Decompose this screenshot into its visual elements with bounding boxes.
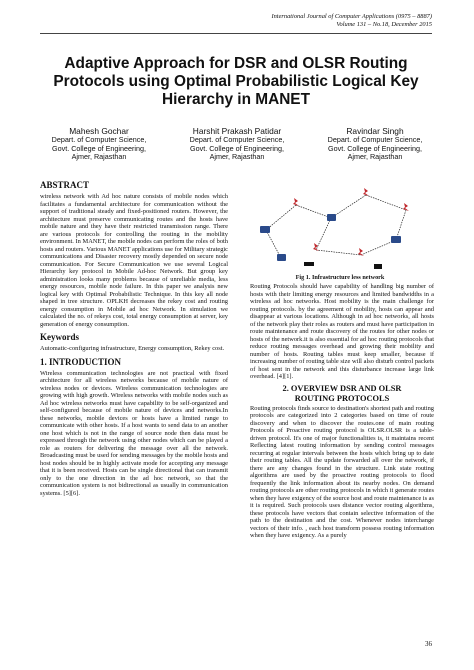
author-college: Govt. College of Engineering, — [190, 143, 284, 153]
journal-name: International Journal of Computer Applications (0975 – 8887) — [271, 13, 432, 20]
author-block — [30, 126, 444, 162]
laptop-icon — [391, 236, 401, 243]
network-figure — [246, 180, 434, 273]
pda-icon — [374, 264, 382, 269]
overview-paragraph: Routing protocols finds source to destination's shortest path and routing protocols are categorized into 2 categories based on time of route discovery and when to discover the routes.one of main routing Protocols of Proactive routing protocol is OLSR.OLSR is a table-driven protocol. It's one of major functionalities is, it maintains recent Reflecting latest routing information by sending control messages recurring at regular intervals between the hosts which bring up to date their routing tables. All the update forwarded all over the network, if there are any changes found in the structure. Link state routing algorithms are used by the proactive routing protocols to flood frequently the link information about its nearby nodes. On demand routing protocols are other routing protocols in which it generate routes when they have exigency of the source host and route maintenance is as it is required. Such protocols uses distance vector routing algorithms, these protocols have vectors that contain selective information of the path to the destination and the cost. Whenever nodes interchange vectors of their info. , each host transform possess routing information when they have exigency. As a purely — [250, 404, 434, 539]
section-2-heading-line: ROUTING PROTOCOLS — [294, 393, 390, 403]
signal-icon — [313, 243, 319, 251]
author-college: Govt. College of Engineering, — [52, 143, 146, 153]
author-dept: Depart. of Computer Science, — [189, 135, 285, 144]
author-name: Harshit Prakash Patidar — [192, 126, 282, 136]
routing-paragraph: Routing Protocols should have capability of handling big number of hosts with their limiting energy resources and limited bandwidths in a wireless ad hoc networks. Host mobility is the main challenge for routing protocols. by the agreement of mobility, hosts can appear and disappear at various locations. Although in ad hoc networks, all hosts of the network play their roles as routers and must have participation in route maintenance and route discovery of the routes for other nodes or hosts of the network.it is also essential for ad hoc routing protocols that reduce routing messages overhead and growing their mobility and number of hosts. Routing tables must keep smaller, because if increasing number of routing table size will also disturb control packets of host sent in the network and this disturbance increase large link overhead. [4][1]. — [250, 283, 434, 380]
keywords-text: Automatic-configuring infrastructure, Energy consumption, Rekey cost. — [40, 345, 225, 352]
pda-icon — [304, 262, 314, 266]
signal-icon — [293, 198, 299, 206]
abstract-heading: ABSTRACT — [40, 180, 90, 190]
author-place: Ajmer, Rajasthan — [347, 152, 403, 162]
intro-text: Wireless communication technologies are not practical with fixed architecture for all wireless networks because of mobile nature of wireless nodes or devices. Wireless communication technologies are growing with high growth. Wireless networks with mobile nodes such as Ad hoc wireless networks must have capability to be self-organized and self-configured because of mobile nature of devices and networks.In these networks, mobile devices or hosts have a limited range to communicate with other hosts. If a host wants to send data to an another one host which is not in the range of source node then data must be expressed through the network using other nodes which can be played a role as routers for delivering the message over all the network. Broadcasting must be used for sending messages by the mobile hosts and host nodes should be in highly activate mode for accepting any message that it is been received. Hosts can be single directional that can transmit only to the one direction in the ad hoc network, so that the communication system is not bidirectional as usually in communication systems. [5][6]. — [40, 369, 228, 497]
paper-title — [40, 55, 432, 110]
left-column — [40, 180, 228, 497]
title-line: Protocols using Optimal Probabilistic Logical Key — [53, 73, 419, 91]
title-line: Adaptive Approach for DSR and OLSR Routing — [64, 55, 408, 72]
abstract-text: wireless network with Ad hoc nature consists of mobile nodes which facilitates a fundamental architecture for communication without the support of traditional steady and fixed-positioned routers. However, the architecture must preserve communicating routes and the hosts have mobile nature and they have their restricted transmission range. There are various protocols for controlling the routing in the mobility environment. In MANET, the mobile nodes can perform the roles of both hosts and routers. Various MANET applications use for Military strategic communications and Disaster recovery mostly depended on secure node communication. For Secure Communication we use several Logical Hierarchy key protocol in Mobile Ad-hoc Network. But group key administration looks many problems because of unreliable media, less energy resources, mobile node failure. In this paper we analysis new logical key with Optimal Probabilistic Technique. In this key all node shaped in tree structure. OPLKH decreases the rekey cost and routing energy consumption in Mobile ad hoc Network. In simulation we calculated the no. of rekeys cost, total energy consumption at server, key generation of energy consumption. — [40, 193, 228, 328]
author-dept: Depart. of Computer Science, — [51, 135, 147, 144]
laptop-icon — [327, 214, 336, 221]
intro-heading: 1. INTRODUCTION — [40, 356, 122, 367]
journal-header — [271, 13, 432, 29]
journal-volume: Volume 131 – No.18, December 2015 — [336, 21, 432, 28]
author-2 — [168, 126, 306, 162]
right-column — [250, 283, 434, 540]
laptop-icon — [260, 226, 270, 233]
section-2-heading — [250, 384, 434, 404]
title-line: Hierarchy in MANET — [162, 91, 310, 109]
laptop-icon — [277, 254, 286, 261]
header-rule — [40, 33, 432, 34]
author-dept: Depart. of Computer Science, — [327, 135, 423, 144]
author-place: Ajmer, Rajasthan — [71, 152, 127, 162]
page-number: 36 — [425, 640, 432, 648]
signal-icon — [403, 203, 409, 211]
section-2-heading-line: 2. OVERVIEW DSR AND OLSR — [282, 383, 402, 393]
signal-icon — [363, 188, 369, 196]
author-1 — [30, 126, 168, 162]
author-name: Ravindar Singh — [346, 126, 404, 136]
author-name: Mahesh Gochar — [69, 126, 129, 136]
figure-caption: Fig 1. Infrastructure less network — [295, 274, 385, 281]
author-college: Govt. College of Engineering, — [328, 143, 422, 153]
author-3 — [306, 126, 444, 162]
author-place: Ajmer, Rajasthan — [209, 152, 265, 162]
keywords-heading: Keywords — [40, 332, 79, 342]
